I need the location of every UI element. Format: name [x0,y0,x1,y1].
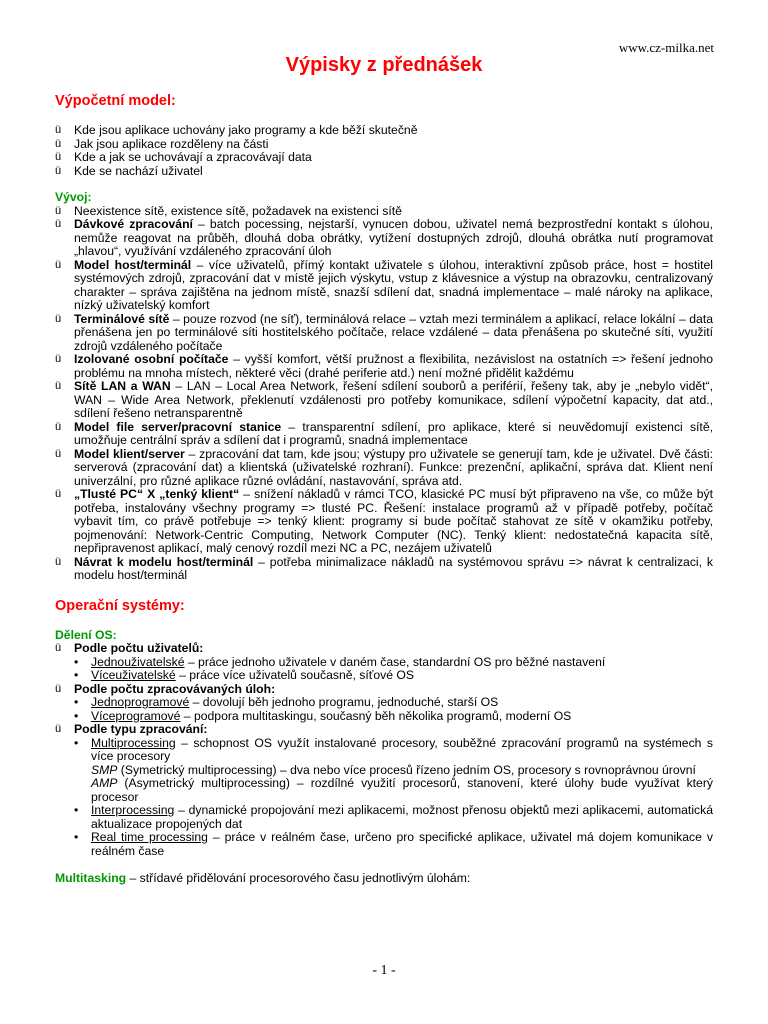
check-marker-icon: ü [55,723,62,735]
list-item: ü Neexistence sítě, existence sítě, požadavek na existenci sítě [55,203,402,218]
sub-list [74,656,713,683]
bullet-icon: • [74,695,79,709]
check-marker-icon: ü [55,420,62,433]
check-marker-icon: ü [55,380,62,392]
list-item: ü Podle počtu uživatelů: • Jednouživatelské – práce jednoho uživatele v daném čase, standardní OS pro běžné nastavení • Víceuživatelské – práce více uživatelů současně, síťové OS [55,642,713,683]
sub-list [74,737,713,859]
list-item: ü Model file server/pracovní stanice – transparentní sdílení, pro aplikace, které si neuvědomují existenci sítě, umožňuje centrální správ a sdílení dat i programů, snadná implementace [55,419,713,447]
check-marker-icon: ü [55,137,62,150]
page-number: - 1 - [372,963,396,978]
amp-note: AMP (Asymetrický multiprocessing) – rozdílné využití procesorů, stanovení, které úlohy bude využívat který procesor [91,776,713,804]
section-heading-vypocetni-model: Výpočetní model: [55,93,176,109]
list-item: ü Sítě LAN a WAN – LAN – Local Area Network, řešení sdílení souborů a periférií, řešeny tak, aby je „nebylo vidět“, WAN – Wide Area Network, překlenutí vzdálenosti pro potřeby komunikace, sdílení výpočetní kapacity, dat atd., sdílení řešeno netransparentně [55,379,713,420]
list-item: ü „Tlusté PC“ X „tenký klient“ – snížení nákladů v rámci TCO, klasické PC musí být připraveno na vše, co může být potřeba, instalovány všechny programy => tlusté PC. Řešení: instalace programů až v případě potřeby, počítač vybavit tím, co právě potřebuje => tenký klient: programy si bude počítač stahovat ze sítě v okamžiku potřeby, pojmenování: Network-Centric Computing, Network Computer (NC). Tenký klient: nedostatečná kapacita sítě, nepřipravenost aplikací, malý cenový rozdíl mezi NC a PC, nezájem uživatelů [55,487,713,555]
model-questions-list [55,124,713,178]
sub-list-item: • Interprocessing – dynamické propojování mezi aplikacemi, možnost přenosu objektů mezi aplikacemi, automatická aktualizace propojených dat [74,803,713,831]
list-item: ü Návrat k modelu host/terminál – potřeba minimalizace nákladů na systémovou správu => návrat k centralizaci, k modelu host/terminál [55,554,713,582]
smp-note: SMP (Symetrický multiprocessing) – dva nebo více procesů řízeno jedním OS, procesory s rovnoprávnou úrovní [91,762,696,777]
sub-list-item: • Multiprocessing – schopnost OS využít instalované procesory, souběžné zpracování programů na systémech s více procesory SMP (Symetrický multiprocessing) – dva nebo více procesů řízeno jedním OS, procesory s rovnoprávnou úrovní AMP (Asymetrický multiprocessing) – rozdílné využití procesorů, stanovení, které úlohy bude využívat který procesor [74,735,713,804]
bullet-icon: • [74,735,79,750]
bullet-icon: • [74,803,79,817]
subheading-deleni-os: Dělení OS: [55,627,117,642]
sub-list-item: • Víceuživatelské – práce více uživatelů současně, síťové OS [74,668,414,682]
list-item: ü Dávkové zpracování – batch pocessing, nejstarší, vynucen dobou, uživatel nemá bezprostřední kontakt s úlohou, nemůže reagovat na průběh, dlouhá doba obrátky, vytížení dostupných zdrojů, dlouhá obrátka nutí programovat „hlavou“, využívání vzdáleného zpracování úloh [55,217,713,258]
list-item: ü Podle typu zpracování: • Multiprocessing – schopnost OS využít instalované procesory, souběžné zpracování programů na systémech s více procesory SMP (Symetrický multiprocessing) – dva nebo více procesů řízeno jedním OS, procesory s rovnoprávnou úrovní AMP (Asymetrický multiprocessing) – rozdílné využití procesorů, stanovení, které úlohy bude využívat který procesor • Interprocessing – dynamické propojování mezi aplikacemi, možnost přenosu objektů mezi aplikacemi, automatická aktualizace propojených dat • Real time processing – práce v reálném čase, určeno pro specifické aplikace, uživatel má dojem komunikace v reálném čase [55,722,713,858]
page-title: Výpisky z přednášek [285,54,483,76]
deleni-os-list [55,642,713,858]
check-marker-icon: ü [55,151,62,163]
list-item: ü Jak jsou aplikace rozděleny na části [55,136,269,151]
sub-list-item: • Víceprogramové – podpora multitaskingu, současný běh několika programů, moderní OS [74,708,572,723]
check-marker-icon: ü [55,682,62,695]
bullet-icon: • [74,830,79,844]
check-marker-icon: ü [55,258,62,271]
check-marker-icon: ü [55,447,62,460]
list-item: ü Kde jsou aplikace uchovány jako programy a kde běží skutečně [55,123,418,137]
check-marker-icon: ü [55,124,62,136]
list-item: ü Izolované osobní počítače – vyšší komfort, větší pružnost a flexibilita, nezávislost na ostatních => řešení jednoho problému na mnoha místech, některé věci (drahé periferie atd.) není možné přidělit každému [55,352,713,380]
bullet-icon: • [74,708,79,723]
check-marker-icon: ü [55,164,62,177]
vyvoj-list [55,205,713,583]
check-marker-icon: ü [55,204,62,217]
list-item: ü Kde se nachází uživatel [55,163,203,178]
list-item: ü Model klient/server – zpracování dat tam, kde jsou; výstupy pro uživatele se generují tam, kde je uživatel. Dvě části: serverová (zpracování dat) a klientská (uživatelské rozhraní). Funkce: prezenční, aplikační, správa dat. Klient není univerzální, pro různé aplikace různé ovládání, nastavování, správa atd. [55,446,713,488]
sub-list-item: • Jednouživatelské – práce jednoho uživatele v daném čase, standardní OS pro běžné nastavení [74,654,606,669]
list-item: ü Kde a jak se uchovávají a zpracovávají data [55,150,312,164]
list-item: ü Model host/terminál – více uživatelů, přímý kontakt uživatele s úlohou, interaktivní způsob práce, host = hostitel systémových zdrojů, zpracování dat v místě jejich výskytu, vstup z klávesnice a výstup na obrazovku, centralizovaný charakter – správa zajištěna na jednom místě, snazší sdílení dat, snadná implementace – malé nároky na aplikace, nízký uživatelský komfort [55,257,713,312]
sub-list [74,696,713,723]
sub-list-item: • Real time processing – práce v reálném čase, určeno pro specifické aplikace, uživatel má dojem komunikace v reálném čase [74,830,713,858]
check-marker-icon: ü [55,312,62,325]
check-marker-icon: ü [55,555,62,568]
check-marker-icon: ü [55,488,62,500]
section-heading-operacni-systemy: Operační systémy: [55,597,185,614]
multitasking-paragraph: Multitasking – střídavé přidělování procesorového času jednotlivým úlohám: [55,871,471,885]
list-item: ü Terminálové sítě – pouze rozvod (ne síť), terminálová relace – vztah mezi terminálem a aplikací, relace lokální – data přenášena jen po terminálové síti hostitelského počítače, relace vzdálené – data přenášena po skutečné síti, využití zdrojů vzdáleného počítače [55,311,713,353]
check-marker-icon: ü [55,353,62,365]
check-marker-icon: ü [55,642,62,654]
subheading-vyvoj: Vývoj: [55,190,92,204]
site-url: www.cz-milka.net [618,40,714,55]
list-item: ü Podle počtu zpracovávaných úloh: • Jednoprogramové – dovolují běh jednoho programu, jednoduché, starší OS • Víceprogramové – podpora multitaskingu, současný běh několika programů, moderní OS [55,683,713,724]
sub-list-item: • Jednoprogramové – dovolují běh jednoho programu, jednoduché, starší OS [74,695,499,709]
check-marker-icon: ü [55,218,62,230]
bullet-icon: • [74,668,79,682]
bullet-icon: • [74,654,79,669]
document-body [55,92,713,886]
